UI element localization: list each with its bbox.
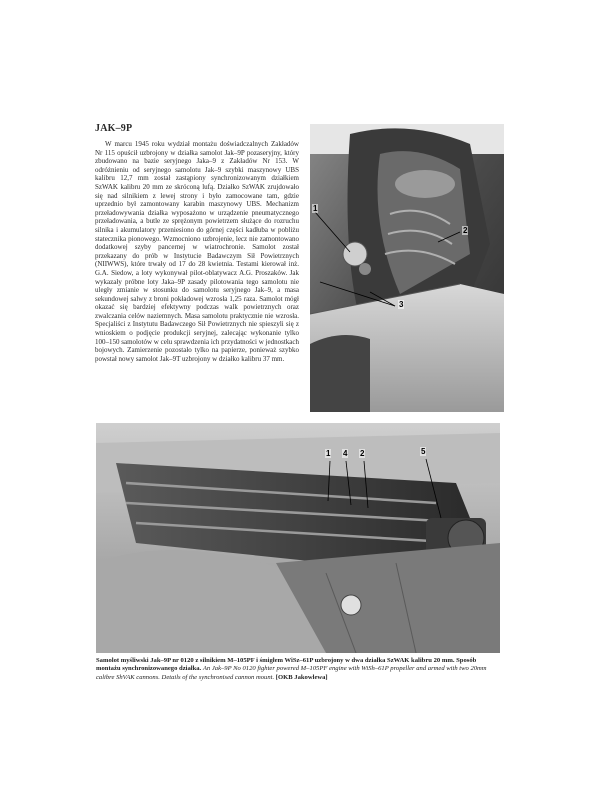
- article-body: [95, 140, 299, 363]
- cannon-mount-photo: [96, 423, 500, 653]
- caption-polish: Samolot myśliwski Jak–9P nr 0120 z silnikiem M–105PF i śmigłem WiSz–61P uzbrojony w dwa działka SzWAK kalibru 20 mm. Sposób montażu synchronizowanego działka.: [96, 657, 477, 673]
- photo-label: 1: [326, 449, 331, 458]
- photo-label: 3: [399, 300, 404, 309]
- article-title: JAK–9P: [95, 123, 133, 134]
- photo-label: 1: [313, 204, 318, 213]
- engine-bay-photo: [310, 124, 504, 412]
- photo-label: 2: [463, 226, 468, 235]
- article-paragraph: W marcu 1945 roku wydział montażu doświadczalnych Zakładów Nr 115 opuścił uzbrojony w działka samolot Jak–9P pozaseryjny, który zbudowano na bazie seryjnego Jaka–9 z Zakładów Nr 153. W odróżnieniu od seryjnego samolotu Jak–9 szybki maszynowy UBS kalibru 12,7 mm został zastąpiony synchronizowanym działkiem SzWAK kalibru 20 mm ze skróconą lufą. Działko SzWAK zrujdowało się nad silnikiem z lewej strony i było zamocowane tam, gdzie uprzednio był zamontowany karabin maszynowy UBS. Mechanizm przeładowywania działka wyposażono w urządzenie pneumatycznego przeładowania, a butle ze sprężonym powietrzem służące do rozruchu silnika i akumulatory przeniesiono do górnej części kadłuba w pobliżu statecznika pionowego. Wzmocniono uzbrojenie, lecz nie zamontowano dodatkowej szyby pancernej w wiatrochronie. Samolot został przekazany do prób w Instytucie Badawczym Sił Powietrznych (NIIWWS), które trwały od 17 do 28 kwietnia. Testami kierował inż. G.A. Siedow, a loty wykonywał pilot-oblatywacz A.G. Proszaków. Jak wykazały próbne loty Jaka–9P zasady pilotowania tego samolotu nie uległy zmianie w stosunku do samolotu seryjnego Jak–9, a masa sekundowej salwy z broni pokładowej wzrosła 1,25 raza. Samolot mógł okazać się bardziej efektywny podczas walk powietrznych oraz zwalczania celów naziemnych. Masa samolotu praktycznie nie wzrosła. Specjaliści z Instytutu Badawczego Sił Powietrznych nie spieszyli się z wnioskiem o podjęcie produkcji seryjnej, zalecając wykonanie tylko 100–150 samolotów w celu sprawdzenia ich przydatności w jednostkach bojowych. Zamierzenie pozostało tylko na papierze, ponieważ szybko powstał nowy samolot Jak–9T uzbrojony w działko kalibru 37 mm.: [95, 140, 299, 363]
- photo-label: 4: [343, 449, 348, 458]
- photo-label: 5: [421, 447, 426, 456]
- caption-credit: [OKB Jakowlewa]: [275, 673, 328, 681]
- caption-english: An Jak–9P No 0120 fighter powered M–105PF engine with WiSh–61P propeller and armed with two 20mm calibre ShVAK cannons. Details of the synchronised cannon mount.: [96, 665, 487, 681]
- photo-label: 2: [360, 449, 365, 458]
- photo-caption: [96, 657, 500, 682]
